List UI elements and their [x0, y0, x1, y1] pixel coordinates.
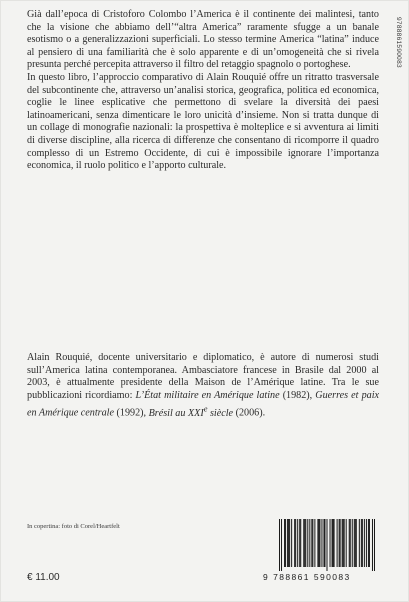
- spine-isbn: 9788861590083: [395, 17, 402, 68]
- barcode-bar: [374, 519, 375, 571]
- barcode-bar: [317, 519, 318, 567]
- barcode-bar: [372, 519, 373, 571]
- barcode-bar: [311, 519, 312, 567]
- bio-text-2: (1982),: [279, 389, 316, 401]
- barcode-first-digit: 9: [263, 572, 270, 582]
- barcode-bar: [304, 519, 305, 567]
- barcode-bar: [354, 519, 355, 567]
- barcode-bar: [350, 519, 351, 567]
- barcode-bar: [284, 519, 285, 567]
- barcode-bar: [319, 519, 320, 567]
- barcode-bar: [369, 519, 370, 567]
- barcode-bar: [343, 519, 344, 567]
- barcode-bar: [330, 519, 331, 567]
- barcode-bar: [285, 519, 286, 567]
- barcode-bar: [342, 519, 343, 567]
- barcode-bar: [355, 519, 356, 567]
- barcode-bar: [323, 519, 324, 567]
- bio-text-1: Alain Rouquié, docente universitario e diplomatico, è autore di numerosi studi sull’America latina contemporanea. Ambasciatore francese in Brasile dal 2000 al 2003, è attualmente presidente della Maison de l’Amérique latine. Tra le sue pubblicazioni ricordiamo:: [27, 352, 379, 401]
- barcode-bar: [312, 519, 313, 567]
- barcode-bar: [305, 519, 306, 567]
- barcode-digits: [263, 572, 383, 582]
- bio-title-3-end: siècle: [207, 407, 234, 419]
- bio-text-3: (1992),: [113, 407, 149, 419]
- barcode-bar: [339, 519, 340, 567]
- barcode-bar: [281, 519, 282, 571]
- barcode-bar: [300, 519, 301, 567]
- barcode-bar: [332, 519, 333, 567]
- barcode-icon: [279, 519, 375, 571]
- bio-title-2: Guerres et paix en Amérique centrale: [27, 389, 379, 419]
- barcode-bar: [309, 519, 310, 567]
- barcode-bar: [340, 519, 341, 567]
- barcode-bar: [314, 519, 315, 567]
- blurb-paragraph-2: In questo libro, l’approccio comparativo di Alain Rouquié offre un ritratto trasversale del subcontinente che, attraverso un’analisi storica, geografica, politica ed economica, coglie le linee esplicative che permettono di svelare la diversità dei paesi latinoamericani, senza dimenticare le loro unicità d’insieme. Non si tratta dunque di un collage di monografie nazionali: la prospettiva è molteplice e si avventura ai limiti di diverse discipline, alla ricerca di differenze che consentano di ricomporre il quadro complesso di un Estremo Occidente, di cui è impossibile ignorare l’importanza economica, il ruolo politico e l’apporto culturale.: [27, 71, 379, 172]
- barcode-bar: [295, 519, 296, 567]
- barcode-bar: [364, 519, 365, 567]
- barcode-bar: [297, 519, 298, 567]
- barcode-bar: [279, 519, 280, 571]
- bio-title-3: [148, 403, 234, 419]
- cover-credit: In copertina: foto di Corel/Heartfelt: [27, 523, 120, 530]
- barcode-bar: [299, 519, 300, 567]
- barcode-bar: [362, 519, 363, 567]
- barcode-bar: [366, 519, 367, 567]
- barcode-bar: [361, 519, 362, 567]
- barcode-bar: [356, 519, 357, 567]
- barcode-bar: [288, 519, 289, 567]
- barcode-bar: [333, 519, 334, 567]
- blurb-paragraph-1: Già dall’epoca di Cristoforo Colombo l’America è il continente dei malintesi, tanto che la visione che abbiamo dell’“altra America” raramente sfugge a un banale esotismo o a generalizzazioni superficiali. Lo stesso termine America “latina” induce al pensiero di una familiarità che è solo apparente e di un’omogeneità che si rivela presunta perché percepita attraverso il filtro del retaggio spagnolo o portoghese.: [27, 9, 379, 71]
- barcode-right-group: 590083: [313, 572, 351, 582]
- bio-text-4: (2006).: [233, 407, 266, 419]
- barcode-bar: [318, 519, 319, 567]
- barcode-bar: [349, 519, 350, 567]
- barcode-bar: [326, 519, 327, 571]
- barcode-bar: [346, 519, 347, 567]
- barcode-bar: [359, 519, 360, 567]
- barcode-bar: [321, 519, 322, 567]
- barcode-bar: [334, 519, 335, 567]
- barcode-block: [263, 519, 383, 589]
- barcode-bar: [337, 519, 338, 567]
- barcode-bar: [291, 519, 292, 567]
- blurb: [27, 9, 379, 173]
- barcode-bar: [294, 519, 295, 567]
- barcode-bar: [344, 519, 345, 567]
- barcode-bar: [289, 519, 290, 567]
- bio-title-3-main: Brésil au XXI: [148, 407, 204, 419]
- author-bio-paragraph: [27, 352, 379, 420]
- price: € 11.00: [27, 572, 60, 583]
- barcode-bar: [352, 519, 353, 567]
- barcode-bar: [324, 519, 325, 567]
- barcode-bar: [368, 519, 369, 567]
- bio-title-1: L’État militaire en Amérique latine: [135, 389, 280, 401]
- barcode-bar: [307, 519, 308, 567]
- barcode-bar: [287, 519, 288, 567]
- bio-title-3-sup: e: [203, 403, 208, 414]
- barcode-bar: [303, 519, 304, 567]
- barcode-left-group: 788861: [273, 572, 310, 582]
- author-bio: [27, 352, 379, 420]
